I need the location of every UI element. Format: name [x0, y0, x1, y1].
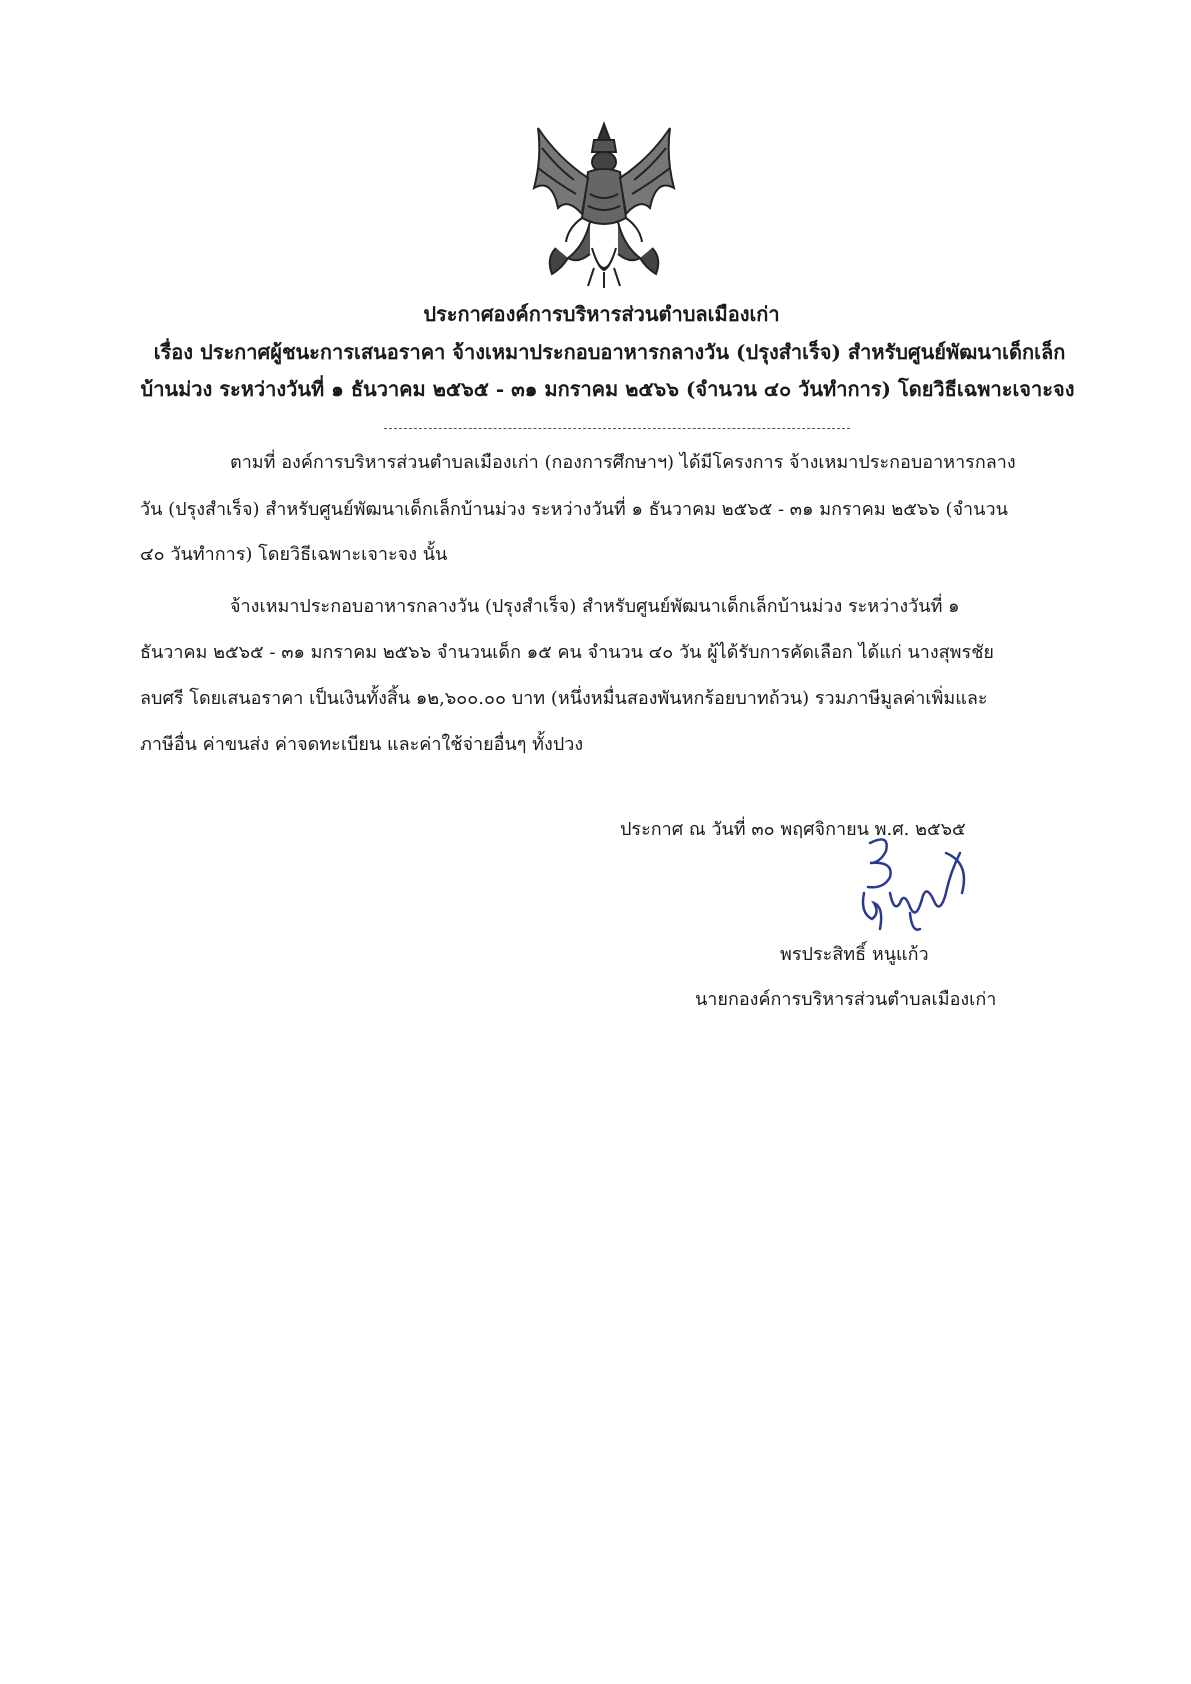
- subject-line-2: บ้านม่วง ระหว่างวันที่ ๑ ธันวาคม ๒๕๖๕ - ๓๑ มกราคม ๒๕๖๖ (จำนวน ๔๐ วันทำการ) โดยวิธีเฉพาะเจาะจง: [140, 377, 1075, 401]
- paragraph-2-line-3: ลบศรี โดยเสนอราคา เป็นเงินทั้งสิ้น ๑๒,๖๐๐.๐๐ บาท (หนึ่งหมื่นสองพันหกร้อยบาทถ้วน) รวมภาษีมูลค่าเพิ่มและ: [140, 688, 988, 709]
- organization-heading: ประกาศองค์การบริหารส่วนตำบลเมืองเก่า: [423, 302, 780, 326]
- paragraph-2-line-2: ธันวาคม ๒๕๖๕ - ๓๑ มกราคม ๒๕๖๖ จำนวนเด็ก ๑๕ คน จำนวน ๔๐ วัน ผู้ได้รับการคัดเลือก ได้แก่ นางสุพรชัย: [140, 642, 994, 663]
- paragraph-2-line-4: ภาษีอื่น ค่าขนส่ง ค่าจดทะเบียน และค่าใช้จ่ายอื่นๆ ทั้งปวง: [140, 734, 584, 755]
- garuda-emblem-icon: [528, 118, 680, 290]
- divider-line: [384, 428, 850, 429]
- paragraph-1-line-3: ๔๐ วันทำการ) โดยวิธีเฉพาะเจาะจง นั้น: [140, 544, 448, 565]
- paragraph-2-line-1: จ้างเหมาประกอบอาหารกลางวัน (ปรุงสำเร็จ) สำหรับศูนย์พัฒนาเด็กเล็กบ้านม่วง ระหว่างวันที่ ๑: [230, 596, 960, 617]
- signer-name: พรประสิทธิ์ หนูแก้ว: [780, 944, 929, 965]
- paragraph-1-line-1: ตามที่ องค์การบริหารส่วนตำบลเมืองเก่า (กองการศึกษาฯ) ได้มีโครงการ จ้างเหมาประกอบอาหารกลาง: [230, 452, 1016, 473]
- paragraph-1-line-2: วัน (ปรุงสำเร็จ) สำหรับศูนย์พัฒนาเด็กเล็กบ้านม่วง ระหว่างวันที่ ๑ ธันวาคม ๒๕๖๕ - ๓๑ มกราคม ๒๕๖๖ (จำนวน: [140, 499, 1008, 520]
- handwritten-signature-icon: [850, 833, 980, 943]
- subject-line-1: เรื่อง ประกาศผู้ชนะการเสนอราคา จ้างเหมาประกอบอาหารกลางวัน (ปรุงสำเร็จ) สำหรับศูนย์พัฒนาเด็กเล็ก: [153, 340, 1066, 364]
- signer-title: นายกองค์การบริหารส่วนตำบลเมืองเก่า: [695, 989, 997, 1010]
- announce-date: ประกาศ ณ วันที่ ๓๐ พฤศจิกายน พ.ศ. ๒๕๖๕: [620, 819, 966, 840]
